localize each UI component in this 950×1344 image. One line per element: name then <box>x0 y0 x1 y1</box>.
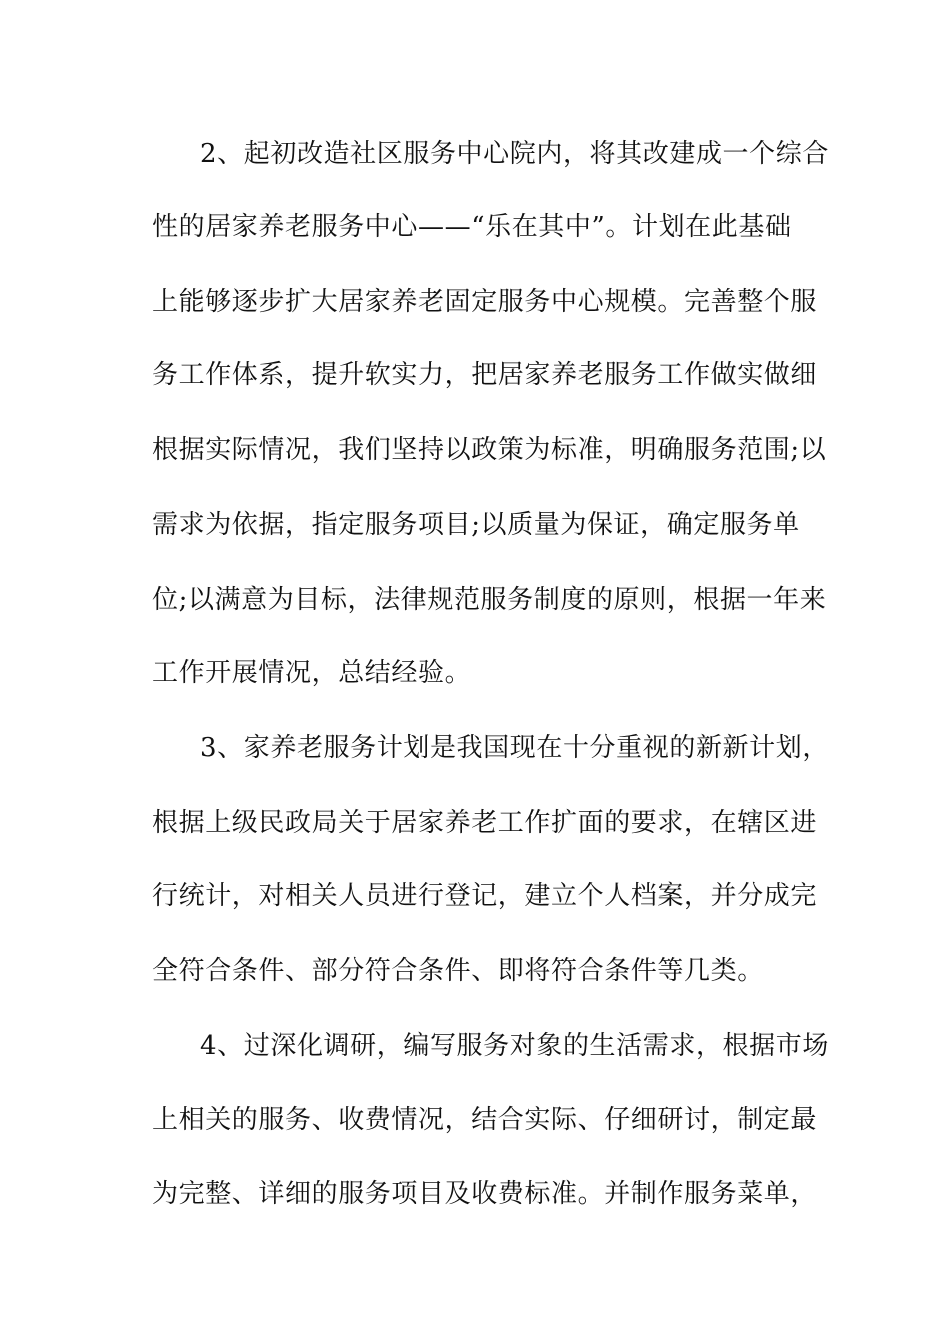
text-line: 4、过深化调研，编写服务对象的生活需求，根据市场 <box>200 1031 829 1061</box>
text-line: 根据上级民政局关于居家养老工作扩面的要求，在辖区进 <box>152 808 818 838</box>
text-line: 全符合条件、部分符合条件、即将符合条件等几类。 <box>152 956 764 986</box>
text-line: 上能够逐步扩大居家养老固定服务中心规模。完善整个服 <box>152 287 818 317</box>
text-line: 为完整、详细的服务项目及收费标准。并制作服务菜单， <box>152 1179 818 1209</box>
text-line: 3、家养老服务计划是我国现在十分重视的新新计划， <box>200 733 829 763</box>
text-line: 上相关的服务、收费情况，结合实际、仔细研讨，制定最 <box>152 1105 818 1135</box>
text-line: 需求为依据，指定服务项目;以质量为保证，确定服务单 <box>152 510 800 540</box>
text-line: 2、起初改造社区服务中心院内，将其改建成一个综合 <box>200 139 829 169</box>
text-line: 行统计，对相关人员进行登记，建立个人档案，并分成完 <box>152 881 818 911</box>
text-line: 性的居家养老服务中心——“乐在其中”。计划在此基础 <box>152 212 792 242</box>
text-line: 位;以满意为目标，法律规范服务制度的原则，根据一年来 <box>152 585 827 615</box>
text-line: 工作开展情况，总结经验。 <box>152 658 472 688</box>
text-line: 根据实际情况，我们坚持以政策为标准，明确服务范围;以 <box>152 435 827 465</box>
text-line: 务工作体系，提升软实力，把居家养老服务工作做实做细 <box>152 360 818 390</box>
